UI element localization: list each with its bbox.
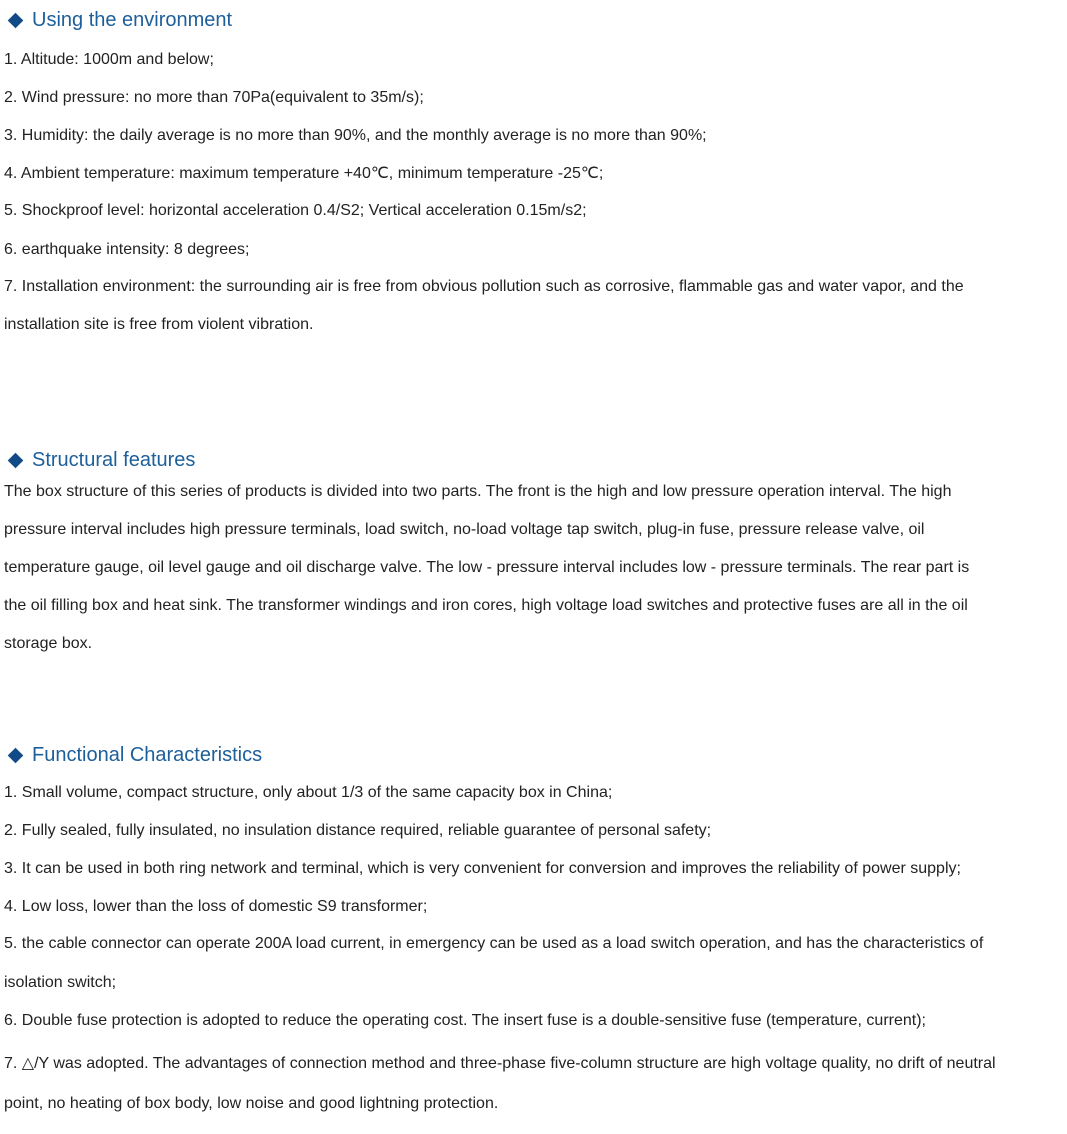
functional-line-6: isolation switch; [4, 974, 117, 991]
section-title: Using the environment [32, 9, 233, 31]
structural-line-4: the oil filling box and heat sink. The transformer windings and iron cores, high voltage load switches and protective fuses are all in the oil [4, 597, 968, 614]
diamond-bullet-icon [8, 453, 24, 469]
section-heading-environment [8, 9, 232, 32]
environment-line-7: 7. Installation environment: the surrounding air is free from obvious pollution such as corrosive, flammable gas and water vapor, and the [4, 278, 964, 295]
functional-line-8: 7. △/Y was adopted. The advantages of connection method and three-phase five-column structure are high voltage quality, no drift of neutral [4, 1055, 996, 1072]
functional-line-9: point, no heating of box body, low noise and good lightning protection. [4, 1095, 499, 1112]
section-heading-structural [8, 449, 195, 472]
structural-line-3: temperature gauge, oil level gauge and oil discharge valve. The low - pressure interval includes low - pressure terminals. The rear part is [4, 559, 970, 576]
environment-line-2: 2. Wind pressure: no more than 70Pa(equivalent to 35m/s); [4, 89, 424, 106]
section-title: Structural features [32, 449, 196, 471]
diamond-bullet-icon [8, 13, 24, 29]
structural-line-1: The box structure of this series of products is divided into two parts. The front is the high and low pressure operation interval. The high [4, 483, 952, 500]
functional-line-7: 6. Double fuse protection is adopted to reduce the operating cost. The insert fuse is a double-sensitive fuse (temperature, current); [4, 1012, 926, 1029]
section-title: Functional Characteristics [32, 744, 263, 766]
environment-line-5: 5. Shockproof level: horizontal acceleration 0.4/S2; Vertical acceleration 0.15m/s2; [4, 202, 587, 219]
environment-line-6: 6. earthquake intensity: 8 degrees; [4, 241, 250, 258]
environment-line-8: installation site is free from violent vibration. [4, 316, 314, 333]
section-heading-functional [8, 744, 262, 767]
diamond-bullet-icon [8, 748, 24, 764]
functional-line-4: 4. Low loss, lower than the loss of domestic S9 transformer; [4, 898, 428, 915]
functional-line-3: 3. It can be used in both ring network and terminal, which is very convenient for conversion and improves the reliability of power supply; [4, 860, 961, 877]
environment-line-3: 3. Humidity: the daily average is no more than 90%, and the monthly average is no more than 90%; [4, 127, 707, 144]
structural-line-2: pressure interval includes high pressure terminals, load switch, no-load voltage tap switch, plug-in fuse, pressure release valve, oil [4, 521, 925, 538]
functional-line-1: 1. Small volume, compact structure, only about 1/3 of the same capacity box in China; [4, 784, 613, 801]
environment-line-1: 1. Altitude: 1000m and below; [4, 51, 214, 68]
environment-line-4: 4. Ambient temperature: maximum temperature +40℃, minimum temperature -25℃; [4, 165, 604, 182]
functional-line-5: 5. the cable connector can operate 200A load current, in emergency can be used as a load switch operation, and has the characteristics of [4, 935, 984, 952]
functional-line-2: 2. Fully sealed, fully insulated, no insulation distance required, reliable guarantee of personal safety; [4, 822, 712, 839]
structural-line-5: storage box. [4, 635, 93, 652]
